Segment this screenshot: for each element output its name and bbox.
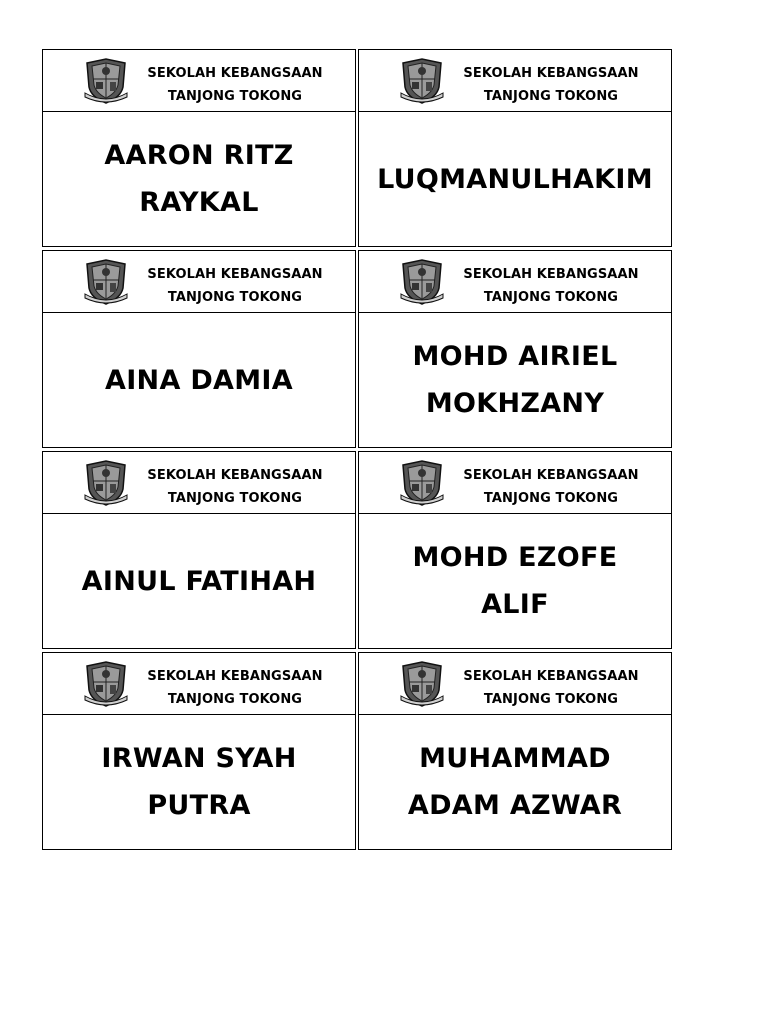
name-area <box>359 715 671 849</box>
school-crest-icon <box>399 258 445 306</box>
school-name <box>451 464 651 510</box>
card-header <box>359 50 671 112</box>
name-card <box>358 451 672 649</box>
name-card <box>42 49 356 247</box>
school-name <box>135 665 335 711</box>
student-name: AARON RITZ RAYKAL <box>104 140 294 218</box>
student-name: AINUL FATIHAH <box>81 565 317 597</box>
school-name-line1: SEKOLAH KEBANGSAAN <box>463 468 639 483</box>
student-name: MUHAMMAD ADAM AZWAR <box>407 743 623 821</box>
school-name <box>451 263 651 309</box>
school-name-line1: SEKOLAH KEBANGSAAN <box>463 66 639 81</box>
school-name-line1: SEKOLAH KEBANGSAAN <box>463 669 639 684</box>
card-header <box>43 653 355 715</box>
school-crest-icon <box>399 459 445 507</box>
card-header <box>359 251 671 313</box>
name-area <box>359 112 671 246</box>
school-name <box>451 62 651 108</box>
school-name-line1: SEKOLAH KEBANGSAAN <box>147 669 323 684</box>
name-area <box>43 715 355 849</box>
school-name-line2: TANJONG TOKONG <box>167 89 303 104</box>
name-card <box>358 250 672 448</box>
school-name-line1: SEKOLAH KEBANGSAAN <box>147 66 323 81</box>
school-name <box>135 263 335 309</box>
name-area <box>359 514 671 648</box>
school-crest-icon <box>83 57 129 105</box>
school-name-line2: TANJONG TOKONG <box>483 491 619 506</box>
school-name-line1: SEKOLAH KEBANGSAAN <box>463 267 639 282</box>
school-name-line2: TANJONG TOKONG <box>167 692 303 707</box>
card-header <box>359 452 671 514</box>
student-name: AINA DAMIA <box>105 364 293 396</box>
name-card-sheet <box>42 49 672 850</box>
school-crest-icon <box>399 660 445 708</box>
name-area <box>43 112 355 246</box>
school-name <box>135 464 335 510</box>
name-card <box>42 652 356 850</box>
student-name: MOHD AIRIEL MOKHZANY <box>412 341 618 419</box>
name-card <box>358 49 672 247</box>
school-crest-icon <box>399 57 445 105</box>
name-area <box>43 514 355 648</box>
school-name <box>135 62 335 108</box>
student-name: LUQMANULHAKIM <box>377 163 653 195</box>
school-crest-icon <box>83 660 129 708</box>
card-header <box>43 50 355 112</box>
school-name-line2: TANJONG TOKONG <box>167 491 303 506</box>
school-name-line1: SEKOLAH KEBANGSAAN <box>147 267 323 282</box>
school-name <box>451 665 651 711</box>
student-name: MOHD EZOFE ALIF <box>412 542 618 620</box>
school-name-line2: TANJONG TOKONG <box>167 290 303 305</box>
name-card <box>42 250 356 448</box>
school-name-line2: TANJONG TOKONG <box>483 290 619 305</box>
card-header <box>43 452 355 514</box>
school-name-line2: TANJONG TOKONG <box>483 89 619 104</box>
school-crest-icon <box>83 258 129 306</box>
name-area <box>43 313 355 447</box>
student-name: IRWAN SYAH PUTRA <box>101 743 297 821</box>
name-card <box>42 451 356 649</box>
name-area <box>359 313 671 447</box>
school-crest-icon <box>83 459 129 507</box>
school-name-line2: TANJONG TOKONG <box>483 692 619 707</box>
name-card <box>358 652 672 850</box>
card-header <box>359 653 671 715</box>
school-name-line1: SEKOLAH KEBANGSAAN <box>147 468 323 483</box>
card-header <box>43 251 355 313</box>
